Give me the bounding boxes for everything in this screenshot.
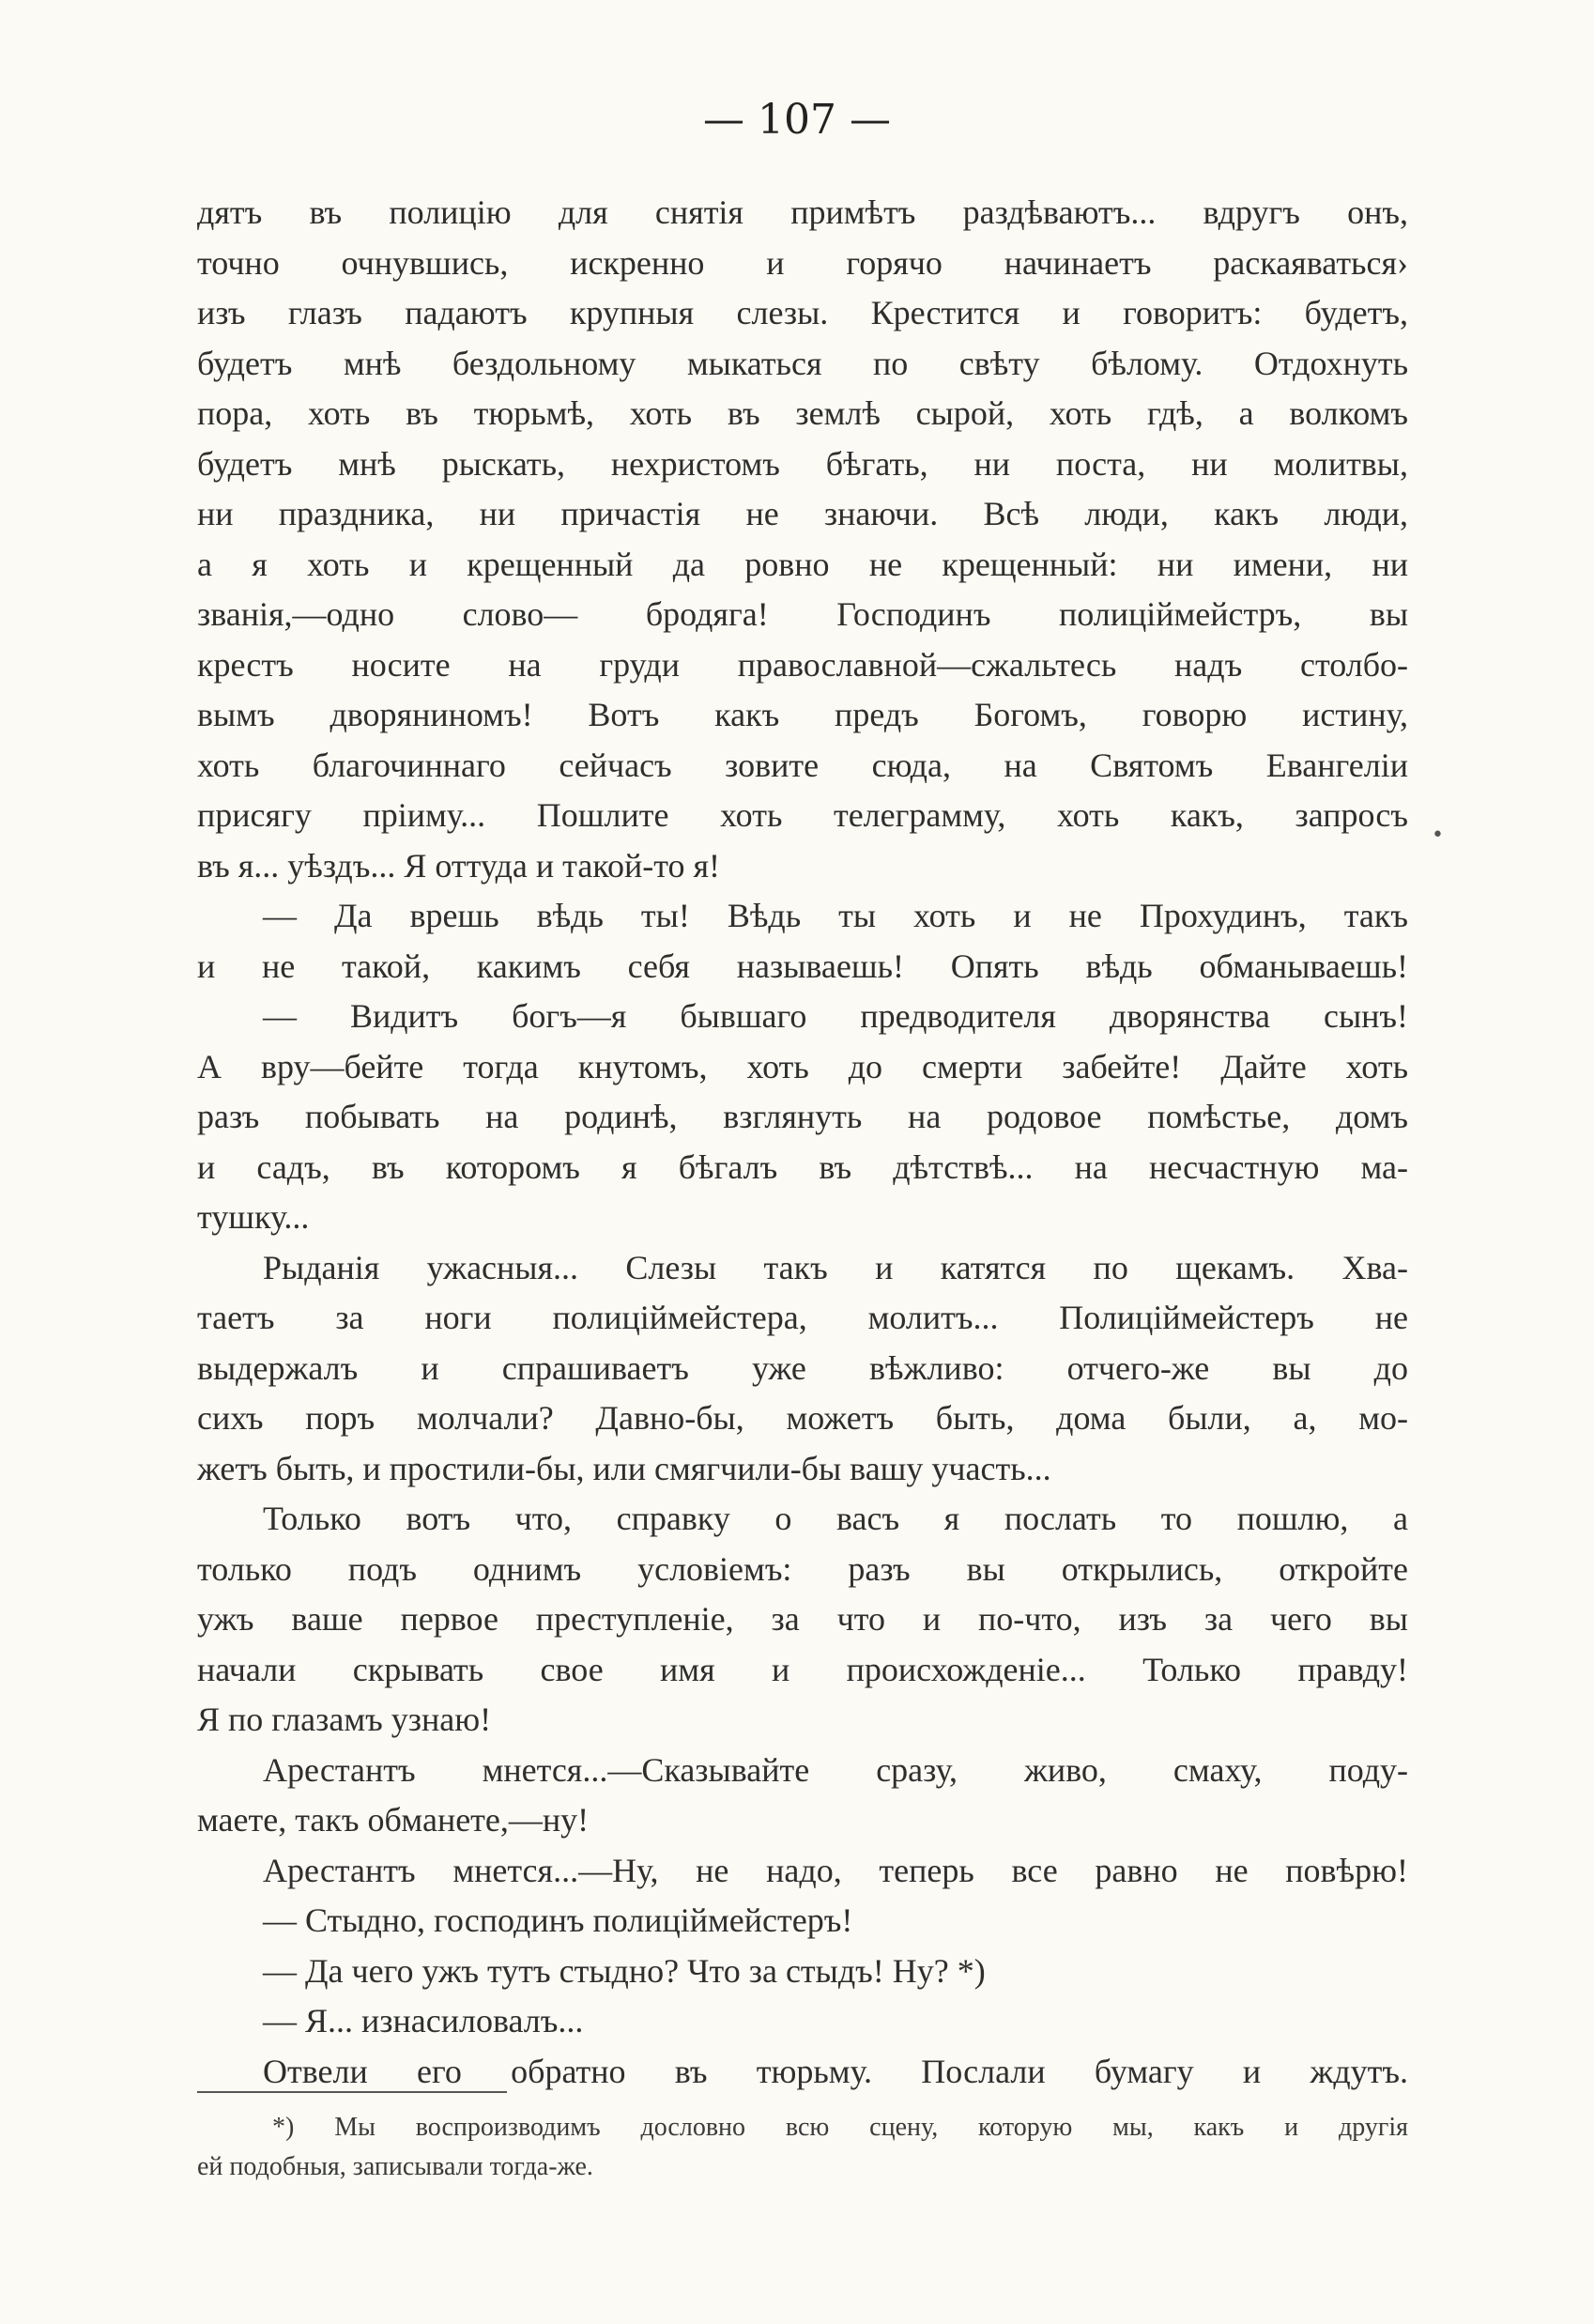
text-line: и не такой, какимъ себя называешь! Опять вѣдь обманываешь! — [197, 947, 1408, 985]
text-line: присягу пріиму... Пошлите хоть телеграмму, хоть какъ, запросъ — [197, 796, 1408, 834]
footnote-line: ей подобныя, записывали тогда-же. — [197, 2152, 593, 2181]
text-line: Я по глазамъ узнаю! — [197, 1701, 492, 1738]
text-line: Арестантъ мнется...—Сказывайте сразу, живо, смаху, поду- — [263, 1750, 1408, 1789]
text-line: жетъ быть, и простили-бы, или смягчили-бы вашу участь... — [197, 1449, 1051, 1487]
text-line: ужъ ваше первое преступленіе, за что и по-что, изъ за чего вы — [197, 1600, 1408, 1638]
footnote-line: *) Мы воспроизводимъ дословно всю сцену, которую мы, какъ и другія — [272, 2113, 1408, 2142]
text-line: вымъ дворяниномъ! Вотъ какъ предъ Богомъ, говорю истину, — [197, 696, 1408, 733]
text-line: Арестантъ мнется...—Ну, не надо, теперь все равно не повѣрю! — [263, 1851, 1408, 1889]
text-line: будетъ мнѣ рыскать, нехристомъ бѣгать, ни поста, ни молитвы, — [197, 444, 1408, 483]
text-line: — Стыдно, господинъ полиціймейстеръ! — [263, 1901, 853, 1939]
text-line: — Я... изнасиловалъ... — [263, 2002, 584, 2039]
text-line: маете, такъ обманете,—ну! — [197, 1801, 590, 1839]
text-line: Только вотъ что, справку о васъ я послать то пошлю, а — [263, 1500, 1408, 1537]
text-line: точно очнувшись, искренно и горячо начинаетъ раскаяваться› — [197, 243, 1408, 282]
text-line: ни праздника, ни причастія не знаючи. Всѣ люди, какъ люди, — [197, 495, 1408, 532]
footnotes — [197, 2108, 1408, 2187]
text-line: — Да врешь вѣдь ты! Вѣдь ты хоть и не Прохудинъ, такъ — [263, 897, 1408, 934]
text-line: начали скрывать свое имя и происхожденіе... Только правду! — [197, 1650, 1408, 1688]
text-line: въ я... уѣздъ... Я оттуда и такой-то я! — [197, 846, 721, 885]
text-line: будетъ мнѣ бездольному мыкаться по свѣту бѣлому. Отдохнуть — [197, 344, 1408, 382]
text-line: изъ глазъ падаютъ крупныя слезы. Крестится и говоритъ: будетъ, — [197, 294, 1408, 331]
text-line: только подъ однимъ условіемъ: разъ вы открылись, откройте — [197, 1549, 1408, 1588]
text-line: выдержалъ и спрашиваетъ уже вѣжливо: отчего-же вы до — [197, 1348, 1408, 1387]
text-line: и садъ, въ которомъ я бѣгалъ въ дѣтствѣ... на несчастную ма- — [197, 1147, 1408, 1186]
text-line: а я хоть и крещенный да ровно не крещенный: ни имени, ни — [197, 545, 1408, 583]
footnote-rule — [197, 2091, 507, 2093]
text-line: сихъ поръ молчали? Давно-бы, можетъ быть, дома были, а, мо- — [197, 1399, 1408, 1437]
text-line: Отвели его обратно въ тюрьму. Послали бумагу и ждутъ. — [263, 2052, 1408, 2090]
text-line: дятъ въ полицію для снятія примѣтъ раздѣваютъ... вдругъ онъ, — [197, 193, 1408, 231]
text-line: — Да чего ужъ тутъ стыдно? Что за стыдъ! Ну? *) — [263, 1951, 986, 1990]
page-number: — 107 — — [703, 96, 891, 144]
text-line: таетъ за ноги полиціймейстера, молитъ... Полиціймейстеръ не — [197, 1299, 1408, 1336]
text-line: крестъ носите на груди православной—сжальтесь надъ столбо- — [197, 645, 1408, 684]
text-line: Рыданія ужасныя... Слезы такъ и катятся по щекамъ. Хва- — [263, 1248, 1408, 1286]
margin-mark: • — [1432, 823, 1444, 847]
text-line: разъ побывать на родинѣ, взглянуть на родовое помѣстье, домъ — [197, 1098, 1408, 1135]
text-line: тушку... — [197, 1198, 310, 1236]
body-text — [197, 188, 1408, 2097]
text-line: хоть благочиннаго сейчасъ зовите сюда, на Святомъ Евангеліи — [197, 746, 1408, 784]
text-line: А вру—бейте тогда кнутомъ, хоть до смерти забейте! Дайте хоть — [197, 1047, 1408, 1085]
text-line: пора, хоть въ тюрьмѣ, хоть въ землѣ сырой, хоть гдѣ, а волкомъ — [197, 394, 1408, 432]
text-line: — Видитъ богъ—я бывшаго предводителя дворянства сынъ! — [263, 997, 1408, 1035]
text-line: званія,—одно слово— бродяга! Господинъ полиціймейстръ, вы — [197, 595, 1408, 633]
